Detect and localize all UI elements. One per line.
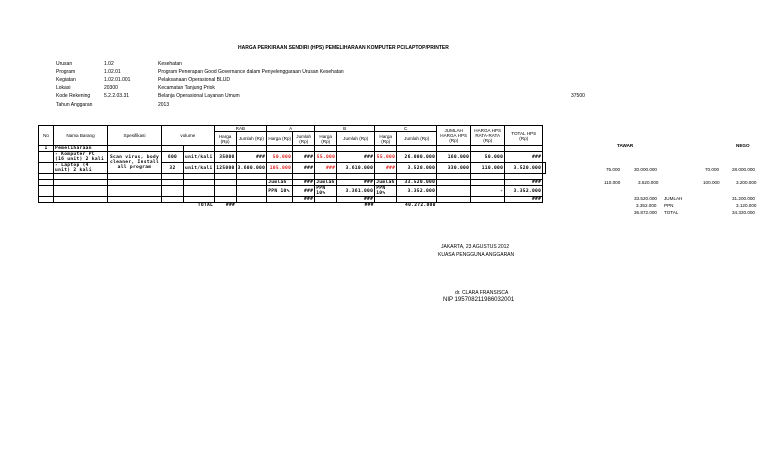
b-jumlah: 3.610.000 xyxy=(337,163,375,174)
item-spec: Scan virus, body cleaner, Install all program xyxy=(108,152,162,174)
item-volume: 600 xyxy=(162,152,184,163)
col-a: A xyxy=(267,126,315,132)
col-rab-jumlah: Jumlah (Rp) xyxy=(236,132,267,146)
a-jumlah: ### xyxy=(293,163,315,174)
info-desc: Program Penerapan Good Governance dalam Penyelenggaraan Urusan Kesehatan xyxy=(158,69,344,75)
nego-total: 3.200.000 xyxy=(736,180,757,185)
header-row-1 xyxy=(39,126,546,132)
col-a-harga: Harga (Rp) xyxy=(267,132,293,146)
item-unit: unit/kali xyxy=(184,152,215,163)
col-volume: volume xyxy=(162,126,215,146)
col-c-jumlah: Jumlah (Rp) xyxy=(397,132,437,146)
total-row xyxy=(39,203,546,209)
tawar-label: TAWAR xyxy=(617,143,634,148)
info-code: 1.02.01 xyxy=(104,69,121,75)
col-a-jumlah: Jumlah (Rp) xyxy=(293,132,315,146)
section-no: 1 xyxy=(39,146,54,152)
harga-hps-rata: 50.000 xyxy=(471,152,505,163)
c-harga: 55.000 xyxy=(375,152,397,163)
b-harga: 55.000 xyxy=(315,152,337,163)
jumlah-hps: 330.000 xyxy=(437,163,471,174)
rab-harga: 35000 xyxy=(214,152,236,163)
info-label: Program xyxy=(56,69,76,75)
summary-b-label: PPN 10% xyxy=(315,186,337,197)
info-desc: Kecamatan Tanjung Priok xyxy=(158,85,215,91)
total-rab: ### xyxy=(225,203,236,208)
nego-price: 70.000 xyxy=(705,167,720,172)
place-date: JAKARTA, 23 AGUSTUS 2012 xyxy=(441,244,510,250)
a-jumlah: ### xyxy=(293,152,315,163)
nego-sum: 3.120.000 xyxy=(736,203,757,208)
tawar-price: 75.000 xyxy=(606,167,621,172)
col-b-jumlah: Jumlah (Rp) xyxy=(337,132,375,146)
total-hps: ### xyxy=(505,152,543,163)
item-unit: unit/kali xyxy=(184,163,215,174)
total-label: TOTAL xyxy=(197,203,214,208)
harga-hps-rata: 110.000 xyxy=(471,163,505,174)
summary-total: 3.352.000 xyxy=(505,186,543,197)
a-harga: 105.000 xyxy=(267,163,293,174)
info-code: 1.02 xyxy=(104,61,114,67)
summary-dash: - xyxy=(471,186,505,197)
table-row xyxy=(39,152,546,163)
b-jumlah: ### xyxy=(337,152,375,163)
total-c: ### xyxy=(364,203,374,208)
c-harga: ### xyxy=(375,163,397,174)
summary-a-label: PPN 10% xyxy=(267,186,293,197)
side-number: 37500 xyxy=(571,93,585,99)
rab-jumlah: 3.600.000 xyxy=(236,163,267,174)
summary-total: ### xyxy=(505,180,543,186)
summary-c-label: PPN 10% xyxy=(375,186,397,197)
info-label: Urusan xyxy=(56,61,73,67)
summary-c-value: 33.520.000 xyxy=(397,180,437,186)
nego-total: 28.000.000 xyxy=(732,167,755,172)
col-b: B xyxy=(315,126,375,132)
a-harga: 50.000 xyxy=(267,152,293,163)
info-code: 20300 xyxy=(104,85,118,91)
rab-jumlah: ### xyxy=(236,152,267,163)
summary-a-value: ### xyxy=(293,197,315,203)
col-no: No xyxy=(39,126,54,146)
col-spesifikasi: Spesifikasi xyxy=(108,126,162,146)
section-title: Pemeliharaan xyxy=(54,146,108,152)
info-desc: Kesehatan xyxy=(158,61,182,67)
c-jumlah: 3.520.000 xyxy=(397,163,437,174)
col-jumlah-hps: JUMLAH HARGA HPS (Rp) xyxy=(437,126,471,146)
total-hps: 3.520.000 xyxy=(505,163,543,174)
signer-name: dr. CLARA FRANSISCA xyxy=(455,290,509,296)
item-name: - Komputer PC (16 unit) 2 kali xyxy=(54,152,108,163)
b-harga: ### xyxy=(315,163,337,174)
col-harga-hps: HARGA HPS RATA-RATA (Rp) xyxy=(471,126,505,146)
summary-b-value: ### xyxy=(337,197,375,203)
nego-price: 100.000 xyxy=(703,180,720,185)
info-label: Lokasi xyxy=(56,85,71,91)
document-title: HARGA PERKIRAAN SENDIRI (HPS) PEMELIHARAAN KOMPUTER PC/LAPTOP/PRINTER xyxy=(238,45,449,51)
info-desc: 2013 xyxy=(158,102,170,108)
col-rab-harga: Harga (Rp) xyxy=(214,132,236,146)
c-jumlah: 26.000.000 xyxy=(397,152,437,163)
info-code: 1.02.01.001 xyxy=(104,77,131,83)
summary-b-value: ### xyxy=(337,180,375,186)
nego-label: NEGO xyxy=(736,143,750,148)
col-rab: RAB xyxy=(214,126,267,132)
summary-row xyxy=(39,186,546,197)
sum-label: JUMLAH xyxy=(664,196,683,201)
nego-sum: 34.320.000 xyxy=(732,210,755,215)
jumlah-hps: 160.000 xyxy=(437,152,471,163)
summary-total: ### xyxy=(505,197,543,203)
summary-a-value: ### xyxy=(293,180,315,186)
sum-label: PPN xyxy=(664,203,674,208)
col-nama-barang: Nama Barang xyxy=(54,126,108,146)
tawar-total: 3.520.000 xyxy=(638,180,659,185)
summary-c-label: Jumlah xyxy=(375,180,397,186)
info-label: Kegiatan xyxy=(56,77,76,83)
grand-total: 40.272.000 xyxy=(405,203,436,208)
summary-a-label: Jumlah xyxy=(267,180,293,186)
item-name: - Laptop (4 unit) 2 kali xyxy=(54,163,108,174)
signer-nip: NIP 195708211986032001 xyxy=(443,297,515,303)
col-c-harga: Harga (Rp) xyxy=(375,132,397,146)
tawar-price: 110.000 xyxy=(604,180,621,185)
tawar-sum: 3.352.000 xyxy=(636,203,657,208)
rab-harga: 125000 xyxy=(214,163,236,174)
signer-role: KUASA PENGGUNA ANGGARAN xyxy=(438,252,515,258)
info-desc: Pelaksanaan Operasional BLUD xyxy=(158,77,230,83)
summary-c-value: 3.352.000 xyxy=(397,186,437,197)
nego-sum: 31.200.000 xyxy=(732,196,755,201)
info-code: 5.2.2.03.31 xyxy=(104,93,130,99)
summary-b-label: Jumlah xyxy=(315,180,337,186)
info-label: Kode Rekening xyxy=(56,93,91,99)
summary-b-value: 3.361.000 xyxy=(337,186,375,197)
info-desc: Belanja Operasional Layanan Umum xyxy=(158,93,240,99)
item-volume: 32 xyxy=(162,163,184,174)
info-label: Tahun Anggaran xyxy=(56,102,93,108)
col-c: C xyxy=(375,126,437,132)
col-b-harga: Harga (Rp) xyxy=(315,132,337,146)
summary-a-value: ### xyxy=(293,186,315,197)
sum-label: TOTAL xyxy=(664,210,679,215)
tawar-total: 30.000.000 xyxy=(634,167,657,172)
tawar-sum: 33.520.000 xyxy=(634,196,657,201)
tawar-sum: 36.872.000 xyxy=(634,210,657,215)
hps-table xyxy=(38,125,546,208)
col-total-hps: TOTAL HPS (Rp) xyxy=(505,126,543,146)
